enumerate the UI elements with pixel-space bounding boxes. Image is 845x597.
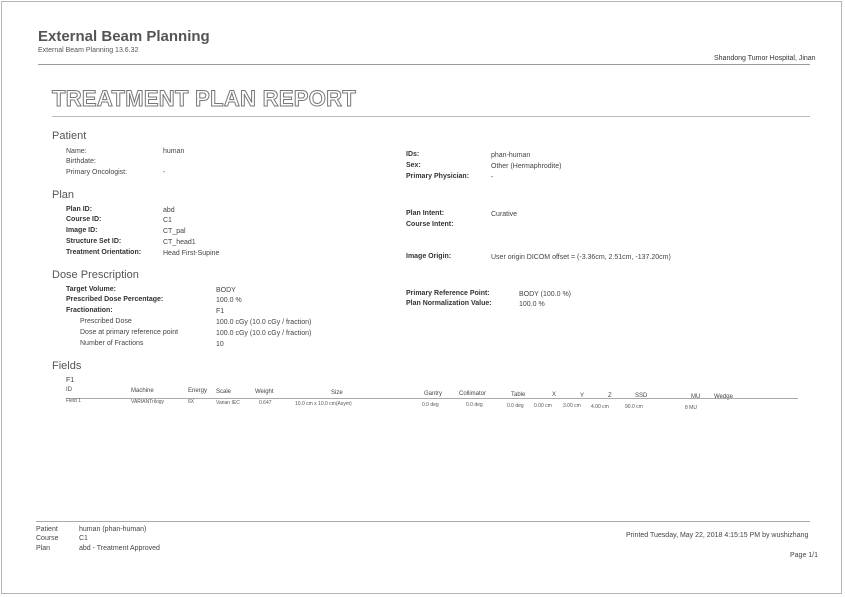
image-origin-value: User origin DICOM offset = (-3.36cm, 2.51cm, -137.20cm) bbox=[491, 254, 671, 261]
oncologist-value: - bbox=[163, 169, 166, 176]
row-table: 0.0 deg bbox=[507, 403, 524, 409]
row-gantry: 0.0 deg bbox=[422, 402, 439, 408]
sex-value: Other (Hermaphrodite) bbox=[491, 163, 562, 170]
ref-point-label: Primary Reference Point: bbox=[406, 290, 490, 297]
ids-label: IDs: bbox=[406, 151, 420, 158]
footer-printed: Printed Tuesday, May 22, 2018 4:15:15 PM by wushizhang bbox=[626, 532, 809, 539]
row-id: Field 1 bbox=[66, 398, 82, 404]
row-size: 10.0 cm x 10.0 cm(Asym) bbox=[295, 401, 352, 407]
normalization-label: Plan Normalization Value: bbox=[406, 300, 492, 307]
patient-name-value: human bbox=[163, 148, 185, 155]
image-origin-label: Image Origin: bbox=[406, 253, 452, 260]
col-table: Table bbox=[511, 392, 526, 398]
normalization-value: 100.0 % bbox=[519, 301, 545, 308]
col-x: X bbox=[552, 392, 557, 398]
structure-set-label: Structure Set ID: bbox=[66, 238, 122, 245]
col-collimator: Collimator bbox=[459, 391, 487, 397]
ids-value: phan-human bbox=[491, 152, 531, 159]
physician-label: Primary Physician: bbox=[406, 173, 470, 180]
header-divider bbox=[38, 64, 810, 65]
sex-label: Sex: bbox=[406, 162, 421, 169]
dose-ref-value: 100.0 cGy (10.0 cGy / fraction) bbox=[216, 330, 312, 337]
row-mu: 8 MU bbox=[685, 405, 697, 411]
oncologist-label: Primary Oncologist: bbox=[66, 169, 128, 176]
fields-header-divider bbox=[66, 398, 798, 399]
plan-id-value: abd bbox=[163, 207, 175, 214]
row-weight: 0.647 bbox=[259, 400, 272, 406]
prescribed-dose-label: Prescribed Dose bbox=[80, 318, 132, 325]
target-volume-label: Target Volume: bbox=[66, 286, 116, 293]
target-volume-value: BODY bbox=[216, 287, 236, 294]
col-id: ID bbox=[66, 387, 72, 393]
patient-section-title: Patient bbox=[52, 130, 87, 142]
dose-section-title: Dose Prescription bbox=[52, 269, 139, 281]
image-id-value: CT_pal bbox=[163, 228, 186, 235]
num-fractions-value: 10 bbox=[216, 341, 224, 348]
ref-point-value: BODY (100.0 %) bbox=[519, 291, 572, 298]
col-y: Y bbox=[580, 393, 585, 399]
plan-intent-label: Plan Intent: bbox=[406, 210, 445, 217]
physician-value: - bbox=[491, 174, 494, 181]
image-id-label: Image ID: bbox=[66, 227, 98, 234]
app-version: External Beam Planning 13.6.32 bbox=[38, 47, 139, 54]
row-x: 0.00 cm bbox=[534, 403, 552, 409]
footer-divider bbox=[36, 521, 810, 522]
col-mu: MU bbox=[691, 394, 701, 400]
footer-plan-label: Plan bbox=[36, 545, 51, 552]
title-divider bbox=[52, 116, 810, 117]
col-size: Size bbox=[331, 390, 343, 396]
birthdate-label: Birthdate: bbox=[66, 158, 96, 165]
row-ssd: 90.0 cm bbox=[625, 404, 643, 410]
plan-intent-value: Curative bbox=[491, 211, 518, 218]
col-weight: Weight bbox=[255, 389, 274, 395]
col-machine: Machine bbox=[131, 388, 154, 394]
structure-set-value: CT_head1 bbox=[163, 239, 196, 246]
footer-patient-label: Patient bbox=[36, 526, 58, 533]
fields-section-title: Fields bbox=[52, 360, 82, 372]
course-intent-label: Course Intent: bbox=[406, 221, 454, 228]
footer-plan-value: abd - Treatment Approved bbox=[79, 545, 160, 552]
row-collimator: 0.0 deg bbox=[466, 402, 483, 408]
plan-section-title: Plan bbox=[52, 189, 75, 201]
patient-name-label: Name: bbox=[66, 148, 87, 155]
row-machine: VARIANTrilogy bbox=[131, 399, 165, 405]
plan-id-label: Plan ID: bbox=[66, 206, 93, 213]
prescribed-pct-label: Prescribed Dose Percentage: bbox=[66, 296, 164, 303]
fractionation-value: F1 bbox=[216, 308, 225, 315]
prescribed-dose-value: 100.0 cGy (10.0 cGy / fraction) bbox=[216, 319, 312, 326]
orientation-value: Head First-Supine bbox=[163, 250, 220, 257]
row-energy: 6X bbox=[188, 399, 195, 405]
hospital-name: Shandong Tumor Hospital, Jinan bbox=[714, 55, 816, 62]
num-fractions-label: Number of Fractions bbox=[80, 340, 144, 347]
col-wedge: Wedge bbox=[714, 394, 733, 400]
footer-course-value: C1 bbox=[79, 535, 88, 542]
col-gantry: Gantry bbox=[424, 391, 443, 397]
course-id-value: C1 bbox=[163, 217, 172, 224]
row-scale: Varian IEC bbox=[216, 400, 240, 406]
footer-page-number: Page 1/1 bbox=[790, 552, 819, 559]
field-group-title: F1 bbox=[66, 377, 75, 384]
dose-ref-label: Dose at primary reference point bbox=[80, 329, 179, 336]
fractionation-label: Fractionation: bbox=[66, 307, 113, 314]
col-z: Z bbox=[608, 393, 612, 399]
col-ssd: SSD bbox=[635, 393, 648, 399]
report-title: TREATMENT PLAN REPORT bbox=[52, 86, 357, 111]
course-id-label: Course ID: bbox=[66, 216, 102, 223]
app-title: External Beam Planning bbox=[38, 28, 210, 45]
row-y: 3.00 cm bbox=[563, 403, 581, 409]
footer-patient-value: human (phan-human) bbox=[79, 526, 147, 533]
footer-course-label: Course bbox=[36, 535, 59, 542]
prescribed-pct-value: 100.0 % bbox=[216, 297, 242, 304]
row-z: 4.00 cm bbox=[591, 404, 609, 410]
orientation-label: Treatment Orientation: bbox=[66, 249, 142, 256]
col-scale: Scale bbox=[216, 389, 232, 395]
col-energy: Energy bbox=[188, 388, 208, 394]
